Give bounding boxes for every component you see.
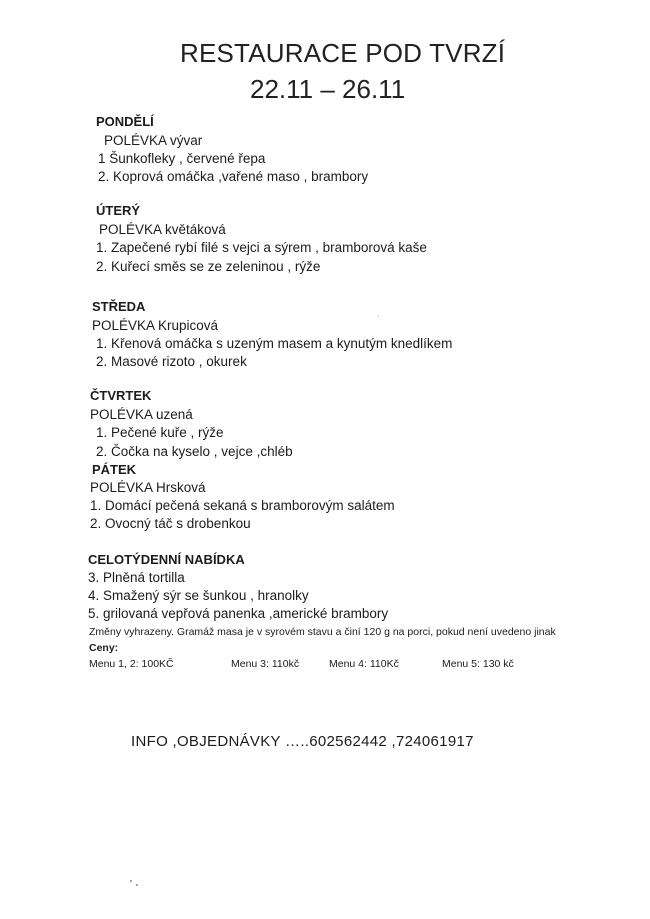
contact-info: INFO ,OBJEDNÁVKY …..602562442 ,724061917 [131,733,474,750]
menu-item: 2. Kuřecí směs se ze zeleninou , rýže [96,259,321,274]
menu-item: 2. Čočka na kyselo , vejce ,chléb [96,444,293,459]
soup-friday: POLÉVKA Hrsková [90,480,206,495]
day-heading-wednesday: STŘEDA [92,299,146,314]
weekly-item: 4. Smažený sýr se šunkou , hranolky [88,588,309,603]
scan-speck [136,884,138,886]
price-menu-3: Menu 3: 110kč [231,658,300,670]
restaurant-title: RESTAURACE POD TVRZÍ [180,38,506,68]
menu-item: 1. Pečené kuře , rýže [96,425,224,440]
price-menu-5: Menu 5: 130 kč [442,658,514,670]
weekly-item: 5. grilovaná vepřová panenka ,americké brambory [88,606,389,621]
day-heading-tuesday: ÚTERÝ [96,203,141,218]
soup-tuesday: POLÉVKA květáková [99,222,226,237]
menu-item: 2. Koprová omáčka ,vařené maso , brambory [98,169,369,184]
menu-item: 1. Domácí pečená sekaná s bramborovým salátem [90,498,395,513]
soup-wednesday: POLÉVKA Krupicová [92,318,219,333]
soup-monday: POLÉVKA vývar [104,133,203,148]
disclaimer-note: Změny vyhrazeny. Gramáž masa je v syrovém stavu a činí 120 g na porci, pokud není uvedeno jinak [89,626,556,638]
menu-item: 2. Masové rizoto , okurek [96,354,247,369]
day-heading-thursday: ČTVRTEK [90,388,152,403]
prices-heading: Ceny: [89,642,119,654]
price-menu-4: Menu 4: 110Kč [329,658,399,670]
weekly-offer-heading: CELOTÝDENNÍ NABÍDKA [88,552,245,567]
soup-thursday: POLÉVKA uzená [90,407,193,422]
menu-item: 2. Ovocný táč s drobenkou [90,516,251,531]
menu-item: 1. Zapečené rybí filé s vejci a sýrem , bramborová kaše [96,240,427,255]
weekly-item: 3. Plněná tortilla [88,570,185,585]
day-heading-friday: PÁTEK [92,462,137,477]
day-heading-monday: PONDĚLÍ [96,114,154,129]
menu-item: 1 Šunkofleky , červené řepa [98,151,266,166]
scan-speck [378,316,379,317]
price-menu-1-2: Menu 1, 2: 100KČ [89,658,174,670]
menu-item: 1. Křenová omáčka s uzeným masem a kynutým knedlíkem [96,336,453,351]
scan-speck [130,880,132,882]
week-dates: 22.11 – 26.11 [250,74,406,104]
